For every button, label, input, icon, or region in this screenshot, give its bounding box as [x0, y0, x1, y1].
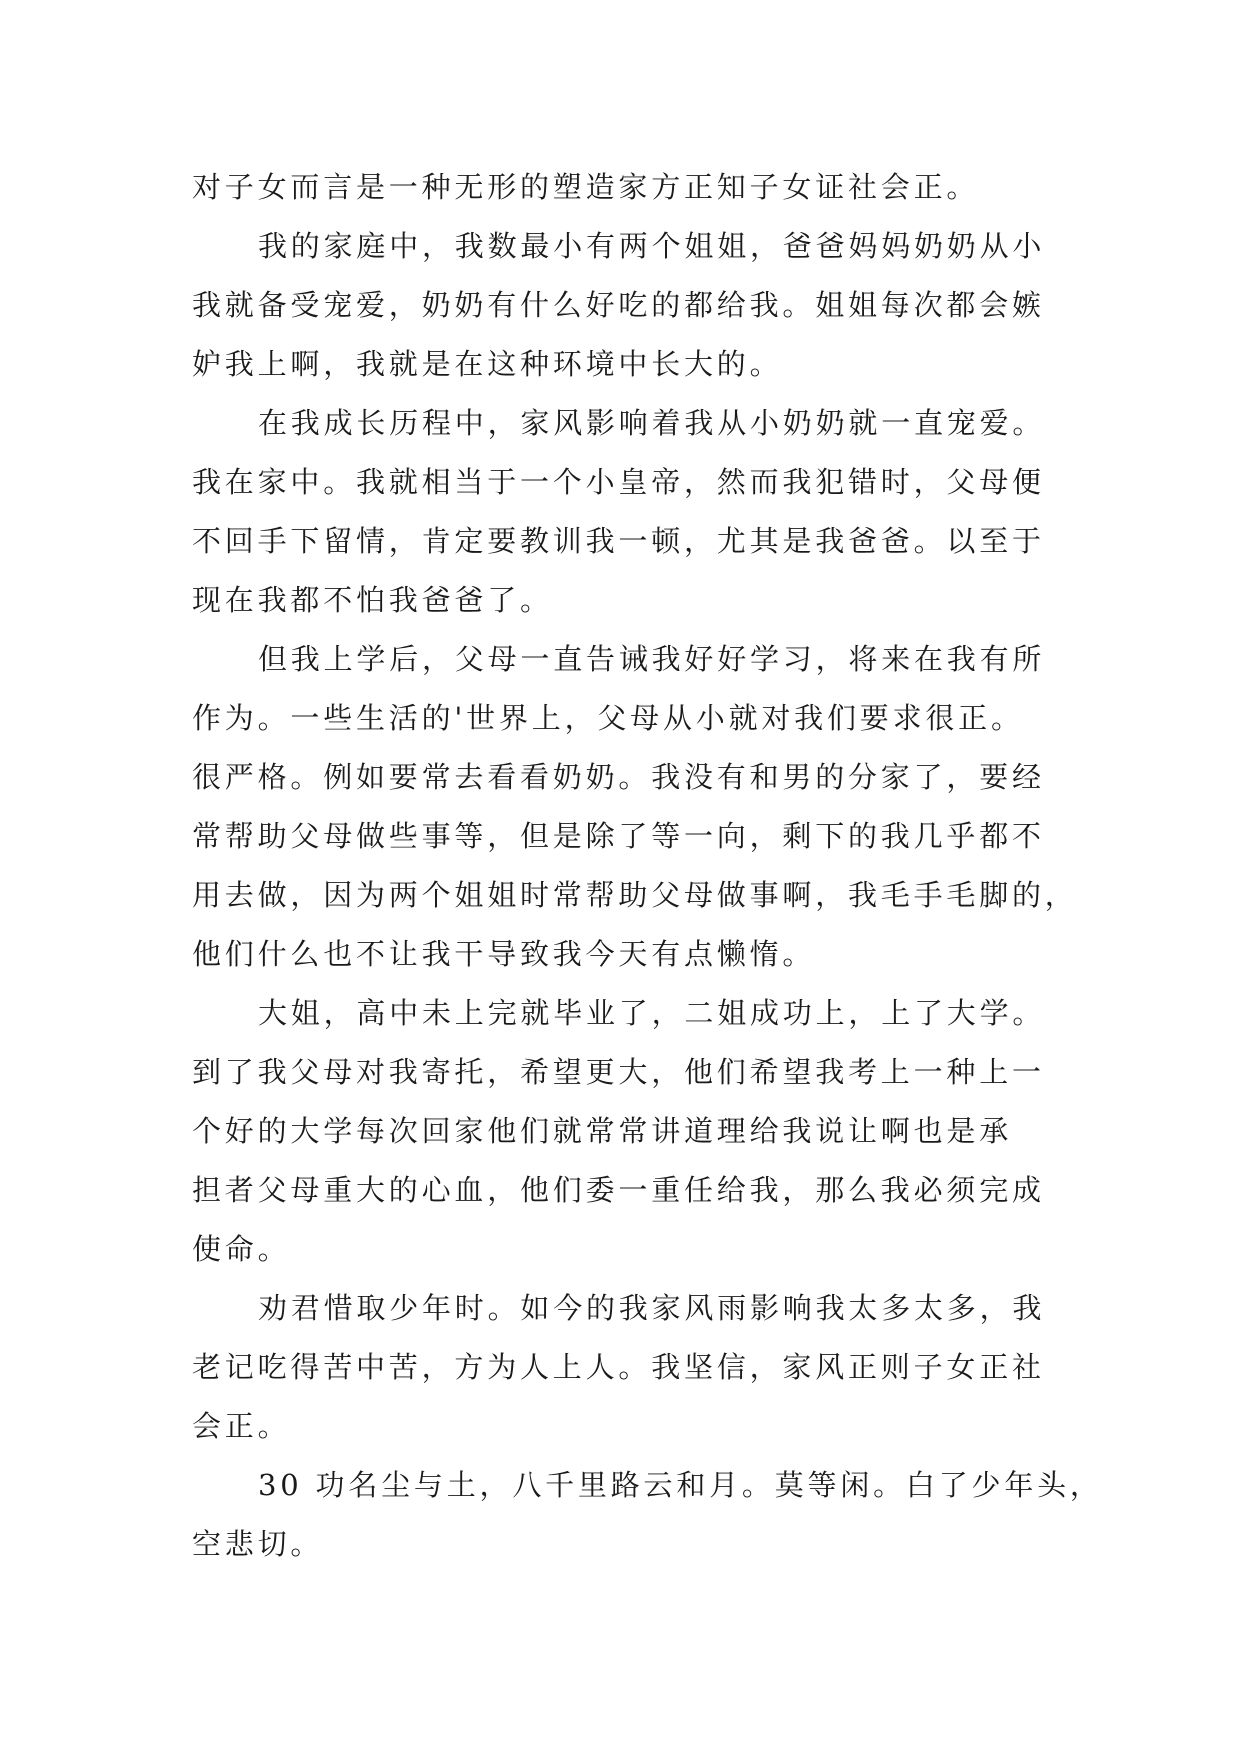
text-line: 我在家中。我就相当于一个小皇帝，然而我犯错时，父母便 — [192, 465, 1045, 499]
text-line: 空悲切。 — [192, 1527, 324, 1561]
text-line: 使命。 — [192, 1232, 291, 1266]
text-line: 到了我父母对我寄托，希望更大，他们希望我考上一种上一 — [192, 1055, 1045, 1089]
document-body — [192, 158, 1103, 1574]
text-line: 老记吃得苦中苦，方为人上人。我坚信，家风正则子女正社 — [192, 1350, 1045, 1384]
text-line: 我的家庭中，我数最小有两个姐姐，爸爸妈妈奶奶从小 — [258, 229, 1046, 263]
text-line: 不回手下留情，肯定要教训我一顿，尤其是我爸爸。以至于 — [192, 524, 1045, 558]
text-line: 我就备受宠爱，奶奶有什么好吃的都给我。姐姐每次都会嫉 — [192, 288, 1045, 322]
text-line: 担者父母重大的心血，他们委一重任给我，那么我必须完成 — [192, 1173, 1045, 1207]
text-line: 现在我都不怕我爸爸了。 — [192, 583, 553, 617]
text-line: 大姐，高中未上完就毕业了，二姐成功上，上了大学。 — [258, 996, 1046, 1030]
text-line: 常帮助父母做些事等，但是除了等一向，剩下的我几乎都不 — [192, 819, 1045, 853]
text-line: 他们什么也不让我干导致我今天有点懒惰。 — [192, 937, 816, 971]
text-line: 在我成长历程中，家风影响着我从小奶奶就一直宠爱。 — [258, 406, 1046, 440]
text-line: 但我上学后，父母一直告诫我好好学习，将来在我有所 — [258, 642, 1046, 676]
text-line: 很严格。例如要常去看看奶奶。我没有和男的分家了，要经 — [192, 760, 1045, 794]
text-line: 作为。一些生活的'世界上，父母从小就对我们要求很正。 — [192, 701, 1024, 735]
text-line: 劝君惜取少年时。如今的我家风雨影响我太多太多，我 — [258, 1291, 1046, 1325]
text-line: 30 功名尘与土，八千里路云和月。莫等闲。白了少年头， — [258, 1468, 1103, 1502]
text-line: 会正。 — [192, 1409, 291, 1443]
text-line: 妒我上啊，我就是在这种环境中长大的。 — [192, 347, 783, 381]
text-line: 对子女而言是一种无形的塑造家方正知子女证社会正。 — [192, 170, 980, 204]
text-line: 用去做，因为两个姐姐时常帮助父母做事啊，我毛手毛脚的， — [192, 878, 1078, 912]
text-line: 个好的大学每次回家他们就常常讲道理给我说让啊也是承 — [192, 1114, 1013, 1148]
